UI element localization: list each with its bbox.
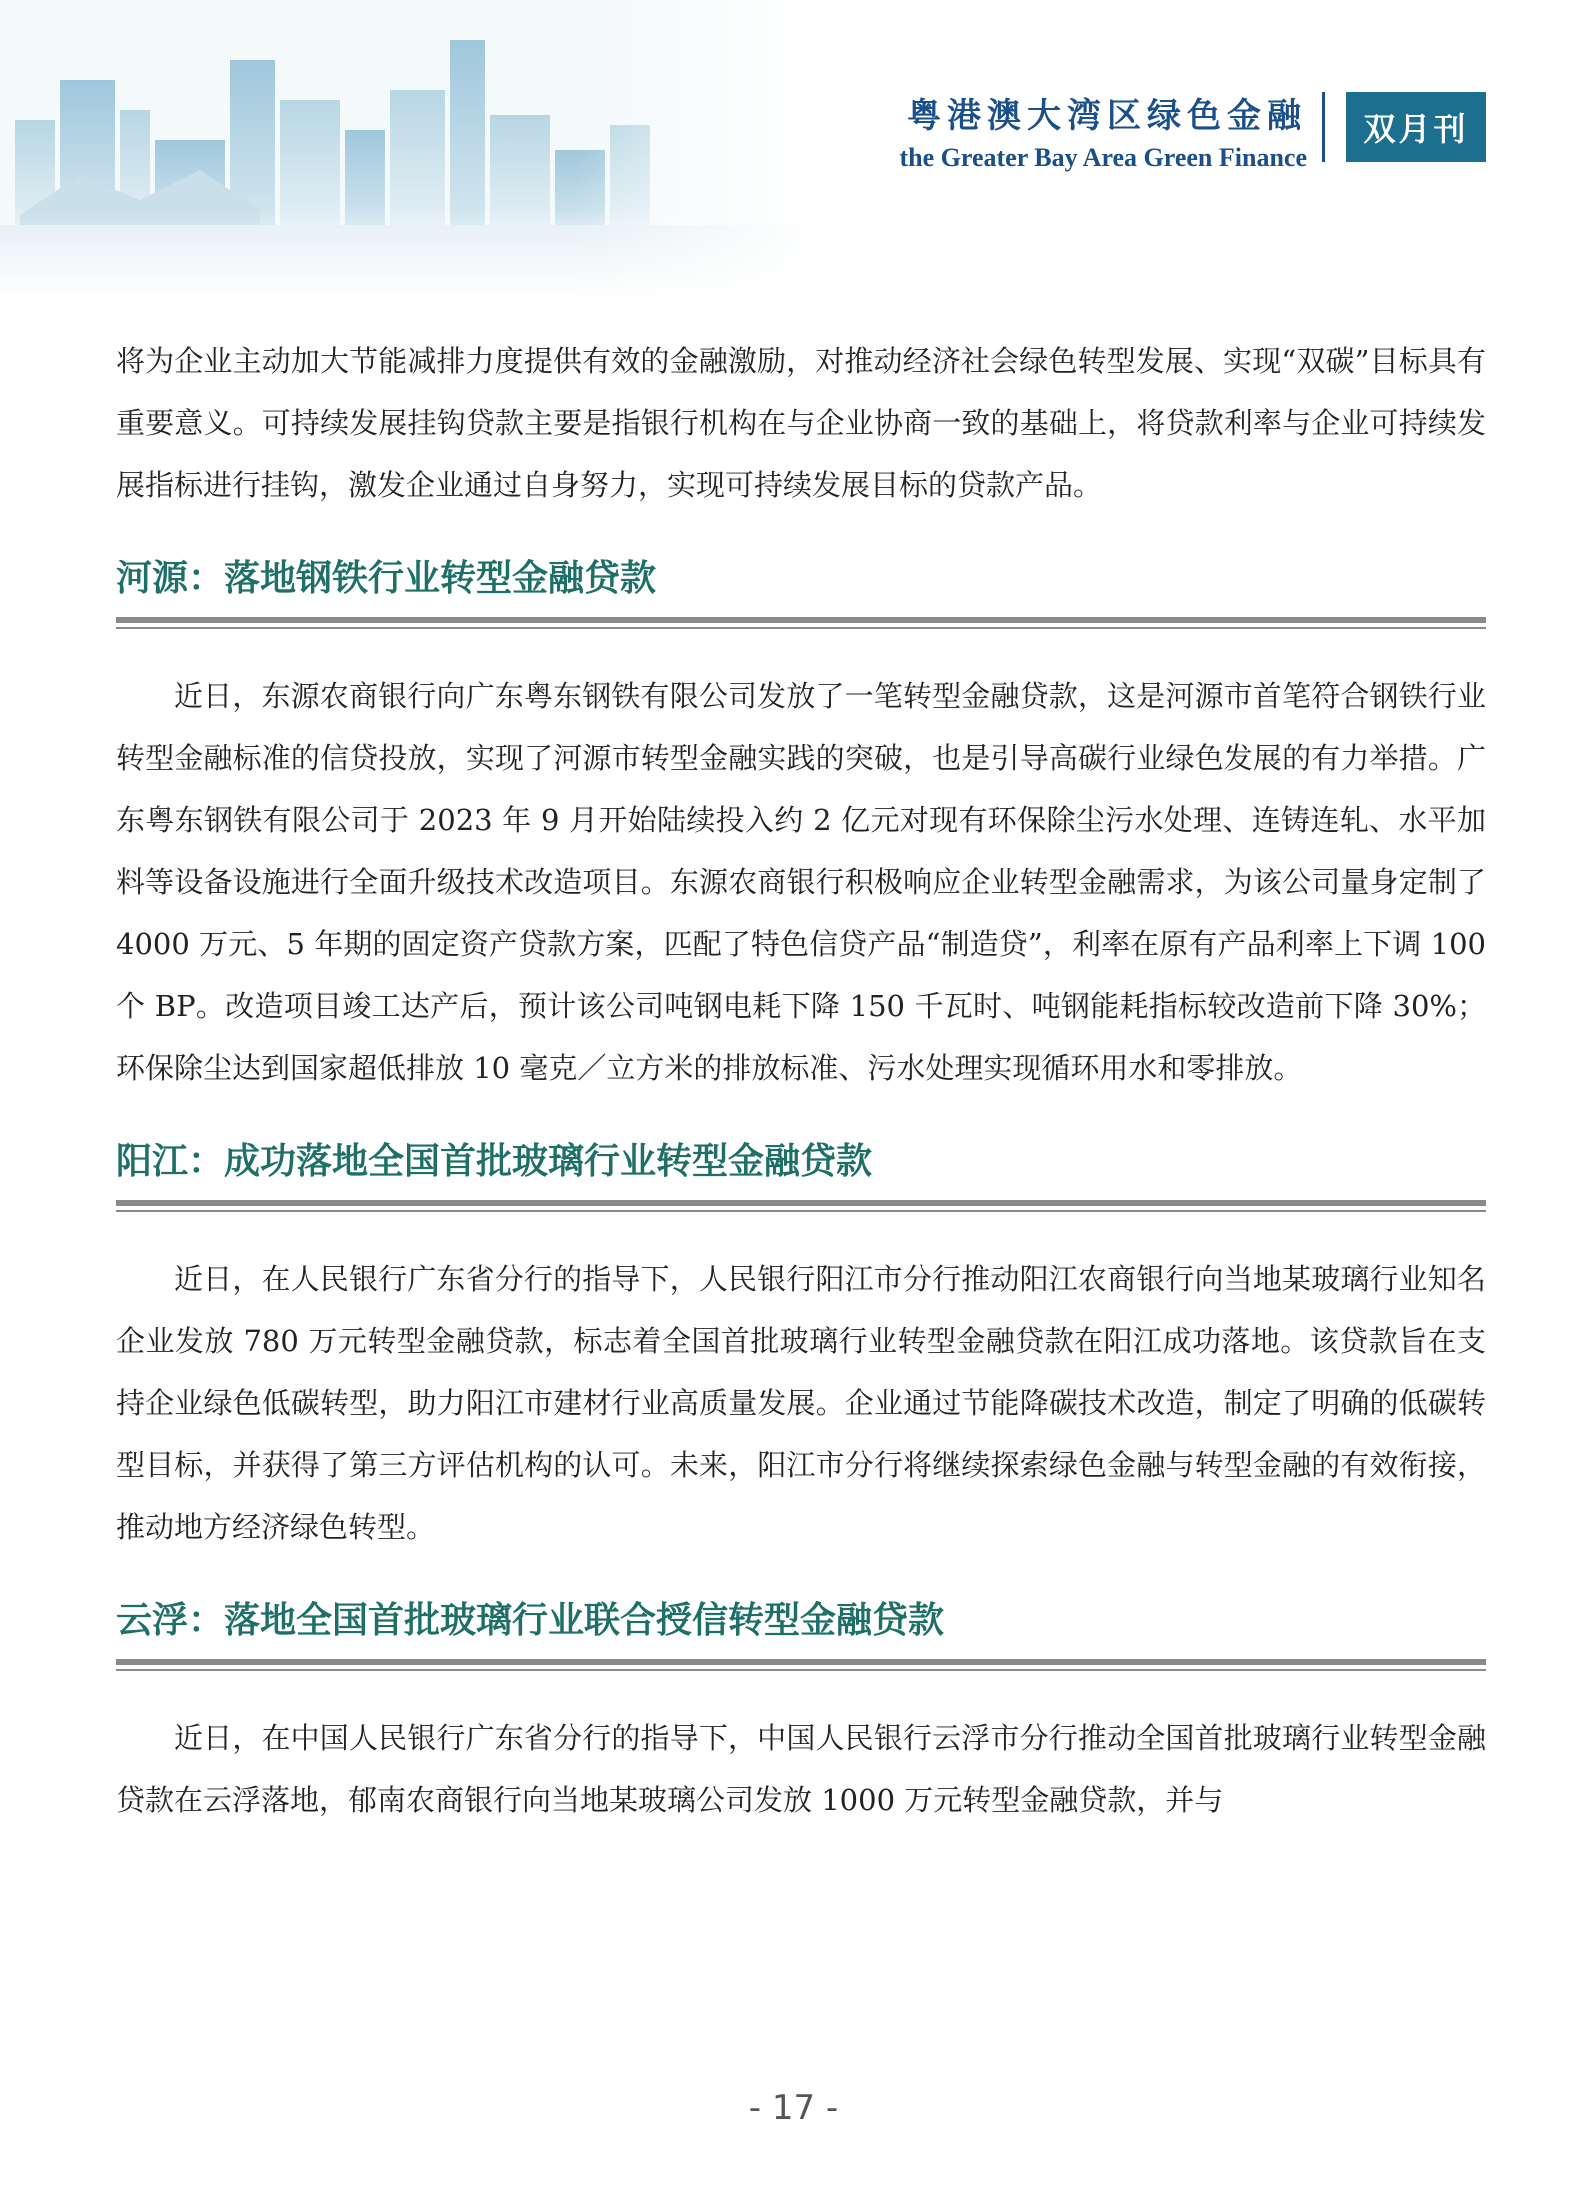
page-number: - 17 -: [748, 2088, 839, 2128]
issue-frequency-badge: 双月刊: [1346, 92, 1486, 162]
section-paragraph: 近日，在中国人民银行广东省分行的指导下，中国人民银行云浮市分行推动全国首批玻璃行业转型金融贷款在云浮落地，郁南农商银行向当地某玻璃公司发放 1000 万元转型金融贷款，并与: [116, 1721, 1486, 1817]
heading-rule-thin: [116, 1210, 1486, 1212]
publication-branding: [900, 88, 1308, 173]
header-divider: [1322, 92, 1325, 162]
heading-rule-thin: [116, 627, 1486, 629]
section-heading-yangjiang: [116, 1133, 1486, 1212]
section-title: 河源：落地钢铁行业转型金融贷款: [116, 558, 657, 599]
city-skyline-illustration: [0, 0, 820, 300]
article-body: [116, 330, 1486, 1831]
section-heading-heyuan: [116, 550, 1486, 629]
section-paragraph: 近日，在人民银行广东省分行的指导下，人民银行阳江市分行推动阳江农商银行向当地某玻璃行业知名企业发放 780 万元转型金融贷款，标志着全国首批玻璃行业转型金融贷款在阳江成功落地。该贷款旨在支持企业绿色低碳转型，助力阳江市建材行业高质量发展。企业通过节能降碳技术改造，制定了明确的低碳转型目标，并获得了第三方评估机构的认可。未来，阳江市分行将继续探索绿色金融与转型金融的有效衔接，推动地方经济绿色转型。: [116, 1262, 1486, 1544]
page-header: [0, 0, 1587, 300]
publication-title-en: the Greater Bay Area Green Finance: [899, 143, 1307, 172]
intro-paragraph: 将为企业主动加大节能减排力度提供有效的金融激励，对推动经济社会绿色转型发展、实现“双碳”目标具有重要意义。可持续发展挂钩贷款主要是指银行机构在与企业协商一致的基础上，将贷款利率与企业可持续发展指标进行挂钩，激发企业通过自身努力，实现可持续发展目标的贷款产品。: [116, 344, 1486, 502]
section-title: 云浮：落地全国首批玻璃行业联合授信转型金融贷款: [116, 1600, 945, 1641]
publication-title-cn: 粤港澳大湾区绿色金融: [907, 96, 1307, 136]
heading-rule-thin: [116, 1669, 1486, 1671]
section-paragraph: 近日，东源农商银行向广东粤东钢铁有限公司发放了一笔转型金融贷款，这是河源市首笔符合钢铁行业转型金融标准的信贷投放，实现了河源市转型金融实践的突破，也是引导高碳行业绿色发展的有力举措。广东粤东钢铁有限公司于 2023 年 9 月开始陆续投入约 2 亿元对现有环保除尘污水处理、连铸连轧、水平加料等设备设施进行全面升级技术改造项目。东源农商银行积极响应企业转型金融需求，为该公司量身定制了 4000 万元、5 年期的固定资产贷款方案，匹配了特色信贷产品“制造贷”，利率在原有产品利率上下调 100 个 BP。改造项目竣工达产后，预计该公司吨钢电耗下降 150 千瓦时、吨钢能耗指标较改造前下降 30%；环保除尘达到国家超低排放 10 毫克／立方米的排放标准、污水处理实现循环用水和零排放。: [116, 679, 1486, 1085]
section-heading-yunfu: [116, 1592, 1486, 1671]
section-title: 阳江：成功落地全国首批玻璃行业转型金融贷款: [116, 1141, 873, 1182]
